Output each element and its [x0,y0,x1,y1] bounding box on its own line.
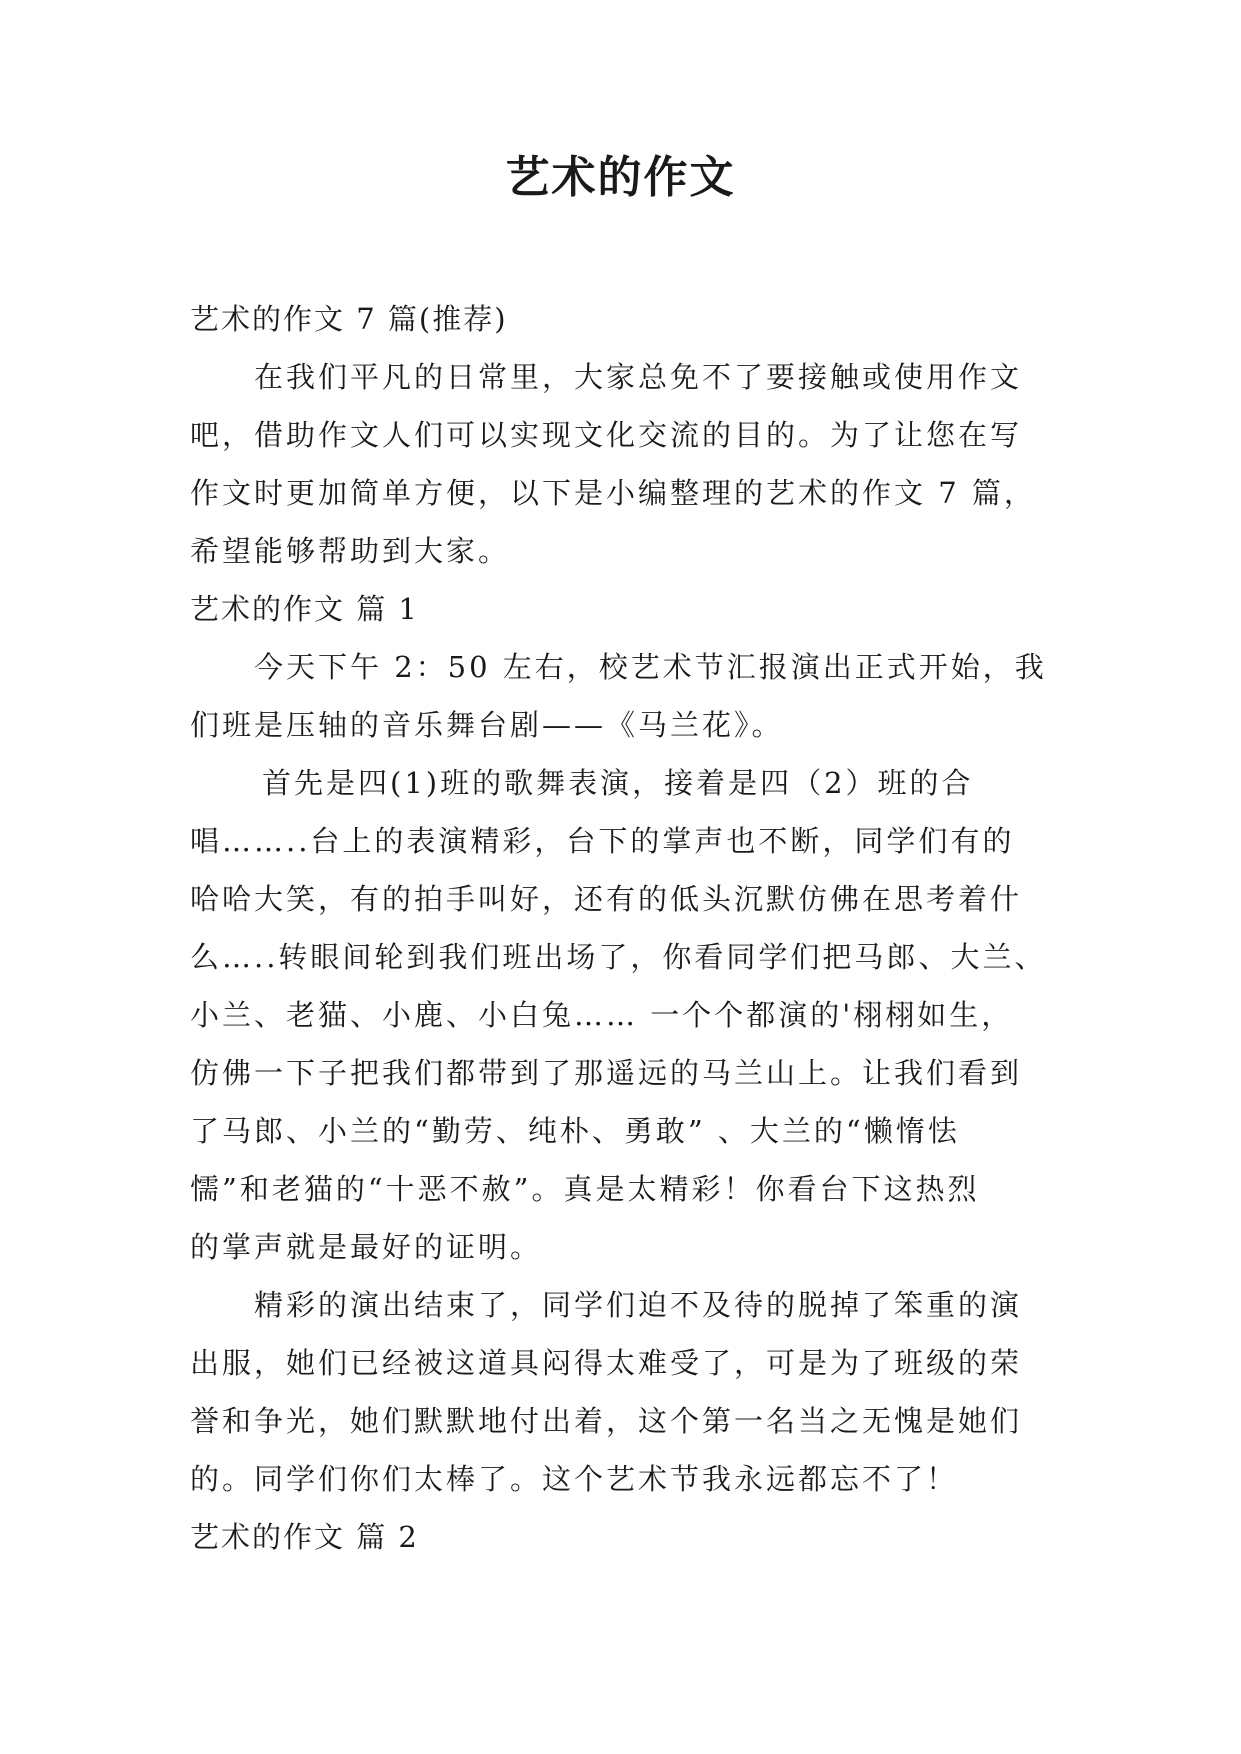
paragraph-line: 出服，她们已经被这道具闷得太难受了，可是为了班级的荣 [190,1346,1023,1380]
paragraph-line: 首先是四(1)班的歌舞表演，接着是四（2）班的合 [262,766,974,800]
paragraph-line: 的。同学们你们太棒了。这个艺术节我永远都忘不了！ [190,1462,959,1496]
paragraph-line: 么…..转眼间轮到我们班出场了，你看同学们把马郎、大兰、 [190,940,1047,974]
paragraph-line: 在我们平凡的日常里，大家总免不了要接触或使用作文 [254,360,1023,394]
paragraph-line: 吧，借助作文人们可以实现文化交流的目的。为了让您在写 [190,418,1023,452]
paragraph-line: 们班是压轴的音乐舞台剧——《马兰花》。 [190,708,784,742]
paragraph-line: 了马郎、小兰的“勤劳、纯朴、勇敢” 、大兰的“懒惰怯 [190,1114,960,1148]
paragraph-line: 哈哈大笑，有的拍手叫好，还有的低头沉默仿佛在思考着什 [190,882,1023,916]
paragraph-line: 的掌声就是最好的证明。 [190,1230,543,1264]
paragraph-line: 希望能够帮助到大家。 [190,534,511,568]
paragraph-line: 作文时更加简单方便，以下是小编整理的艺术的作文 7 篇， [190,476,1036,510]
intro-heading: 艺术的作文 7 篇(推荐) [190,302,508,336]
paragraph-line: 今天下午 2：50 左右，校艺术节汇报演出正式开始，我 [254,650,1047,684]
paragraph-line: 精彩的演出结束了，同学们迫不及待的脱掉了笨重的演 [254,1288,1023,1322]
document-title: 艺术的作文 [505,152,736,203]
paragraph-line: 唱……..台上的表演精彩，台下的掌声也不断，同学们有的 [190,824,1015,858]
section-heading-2: 艺术的作文 篇 2 [190,1520,419,1554]
paragraph-line: 小兰、老猫、小鹿、小白兔…… 一个个都演的'栩栩如生， [190,998,1014,1032]
section-heading-1: 艺术的作文 篇 1 [190,592,419,626]
paragraph-line: 仿佛一下子把我们都带到了那遥远的马兰山上。让我们看到 [190,1056,1023,1090]
paragraph-line: 懦”和老猫的“十恶不赦”。真是太精彩！你看台下这热烈 [190,1172,980,1206]
paragraph-line: 誉和争光，她们默默地付出着，这个第一名当之无愧是她们 [190,1404,1023,1438]
document-body [190,290,1058,1566]
